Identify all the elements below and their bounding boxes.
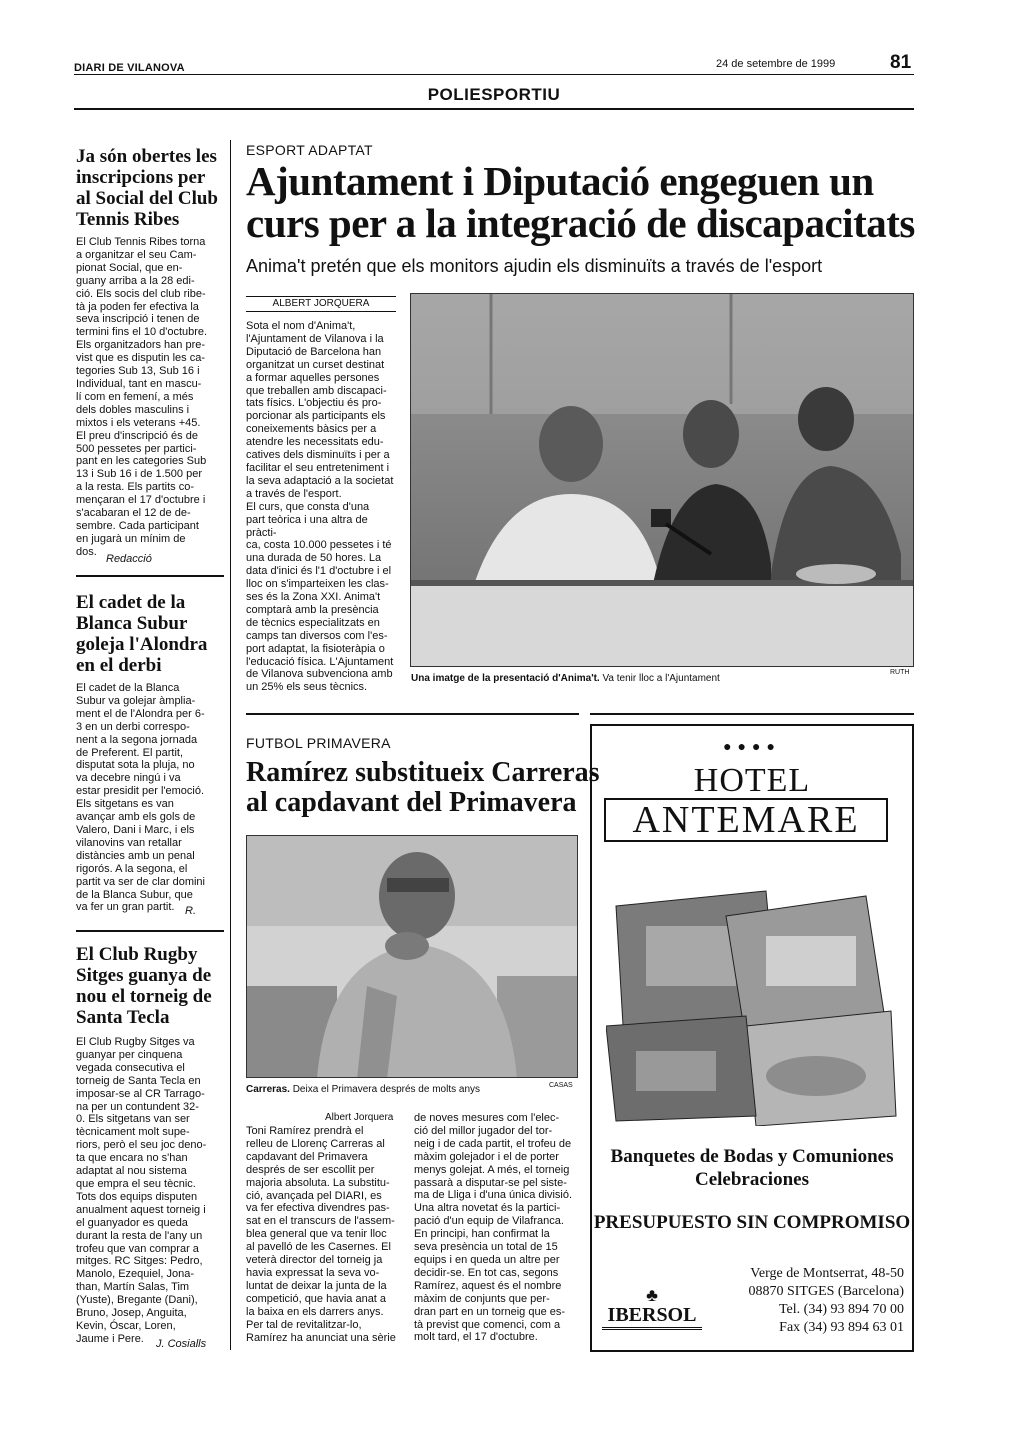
sidebar-body: El cadet de la Blanca Subur va golejar àmplia- ment el de l'Alondra per 6- 3 en un derbi correspo- nent a la segona jornada de Preferent. El partit, disputat sota la pluja, no va decebre ningú i va estar presidit per l'emoció. Els sitgetans es van avançar amb els gols de Valero, Dani i Marc, i els vilanovins van retallar distàncies amb un penal rigorós. A la segona, el partit va ser de clar domini de la Blanca Subur, que va fer un gran partit. [76,682,205,914]
main-headline-line1: Ajuntament i Diputació engeguen un [246,158,874,204]
sidebar-body: El Club Tennis Ribes torna a organitzar el seu Cam- pionat Social, que en- guany arriba a la 28 edi- ció. Els socis del club ribe- tà ja poden fer efectiva la seva inscripció i tenen de termini fins el 10 d'octubre. Els organitzadors han pre- vist que es disputin les ca- tegories Sub 13, Sub 16 i Individual, tant en mascu- lí com en femení, a més dels dobles masculins i mixtos i els veterans +45. El preu d'inscripció és de 500 pessetes per partici- pant en les categories Sub 13 i Sub 16 i de 1.500 per a la resta. Els partits co- mençaran el 17 d'octubre i s'acabaran el 12 de de- sembre. Cada participant en jugarà un mínim de dos. [76,236,208,558]
sidebar-body: El Club Rugby Sitges va guanyar per cinquena vegada consecutiva el torneig de Santa Tecla en imposar-se al CR Tarrago- na per un contundent 32- 0. Els sitgetans van ser tècnicament molt supe- riors, però el seu joc deno- ta que encara no s'han adaptat al nou sistema que empra el seu tècnic. Tots dos equips disputen anualment aquest torneig i el guanyador es queda durant la resta de l'any un trofeu que van comprar a mitges. RC Sitges: Pedro, Manolo, Ezequiel, Jona- than, Martín Salas, Tim (Yuste), Bregante (Dani), Bruno, Josep, Anguita, Kevin, Óscar, Loren, Jaume i Pere. [76,1036,207,1345]
second-body-col2: de noves mesures com l'elec- ció del millor jugador del tor- neig i de cada partit, el trofeu de màxim golejador i el de porter menys golejat. A més, el torneig passarà a disputar-se pel siste- ma de Lliga i d'una única divisió. Una altra novetat és la partici- pació d'un equip de Vilafranca. En principi, han confirmat la seva presència un total de 15 equips i en queda un altre per decidir-se. En tot cas, segons Ramírez, aquest és el nombre màxim de conjunts que per- dran part en un torneig que es- tà previst que comenci, com a molt tard, el 17 d'octubre. [414,1112,573,1344]
sidebar-headline: El cadet de la Blanca Subur goleja l'Alondra en el derbi [76,592,208,676]
carreras-photo [246,835,578,1078]
second-headline-line2: al capdavant del Primavera [246,787,577,818]
second-byline: Albert Jorquera [325,1112,394,1123]
ad-line2: Celebraciones [695,1169,809,1190]
second-kicker: FUTBOL PRIMAVERA [246,735,391,751]
section-rule [74,108,914,110]
hotel-ad [590,724,914,1352]
palm-icon: ♣ [646,1285,658,1305]
ad-stars: ●●●● [723,738,781,754]
publication-name: DIARI DE VILANOVA [74,62,185,74]
sidebar-headline: El Club Rugby Sitges guanya de nou el torneig de Santa Tecla [76,944,212,1028]
ad-address1: Verge de Montserrat, 48-50 [750,1266,904,1281]
main-subheadline: Anima't pretén que els monitors ajudin els disminuïts a través de l'esport [246,256,823,276]
ad-address2: 08870 SITGES (Barcelona) [748,1284,904,1299]
ad-line1: Banquetes de Bodas y Comuniones [610,1146,894,1167]
ad-tel: Tel. (34) 93 894 70 00 [778,1302,904,1317]
section-title: POLIESPORTIU [427,85,561,104]
sidebar-divider [230,140,231,1350]
main-photo-caption [411,673,720,684]
main-byline: ALBERT JORQUERA [272,298,370,309]
ibersol-logo [602,1286,702,1330]
header-rule [74,74,914,75]
press-conference-image [411,294,914,667]
second-photo-credit: CASAS [549,1082,573,1089]
ad-line3: PRESUPUESTO SIN COMPROMISO [593,1212,911,1233]
main-caption-text: Va tenir lloc a l'Ajuntament [599,673,720,684]
ibersol-brand: IBERSOL [602,1304,702,1330]
main-caption-bold: Una imatge de la presentació d'Anima't. [411,673,600,684]
byline-rule-bottom [246,311,396,312]
second-body-col1: Toni Ramírez prendrà el relleu de Llorenç Carreras al capdavant del Primavera després de ser escollit per majoria absoluta. La substitu- ció, avançada pel DIARI, es va fer efectiva divendres pas- sat en el transcurs de l'assem- blea general que va tenir lloc al pavelló de les Casernes. El veterà director del torneig ja havia expressat la seva vo- luntat de deixar la junta de la competició, que havia anat a la baixa en els darrers anys. Per tal de revitalitzar-lo, Ramírez ha anunciat una sèrie [246,1125,396,1344]
sidebar-separator [76,575,224,577]
second-caption-bold: Carreras. [246,1084,290,1095]
sidebar-headline: Ja són obertes les inscripcions per al Social del Club Tennis Ribes [76,146,218,230]
second-caption-text: Deixa el Primavera després de molts anys [289,1084,480,1095]
hotel-label: HOTEL [693,762,811,799]
main-body: Sota el nom d'Anima't, l'Ajuntament de Vilanova i la Diputació de Barcelona han organitzat un curset destinat a formar aquelles persones que treballen amb discapaci- tats físics. L'objectiu és pro- porcionar als participants els coneixements bàsics per a atendre les necessitats edu- catives dels disminuïts i per a facilitar el seu entreteniment i la seva adaptació a la societat a través de l'esport. El curs, que consta d'una part teòrica i una altra de pràcti- ca, costa 10.000 pessetes i té una durada de 50 hores. La data d'inici és l'1 d'octubre i el lloc on s'imparteixen les clas- ses és la Zona XXI. Anima't comptarà amb la presència de tècnics especialitzats en camps tan diversos com l'es- port adaptat, la fisioteràpia o l'educació física. L'Ajuntament de Vilanova subvenciona amb un 25% els seus tècnics. [246,320,394,694]
hotel-name: ANTEMARE [604,798,888,842]
sidebar-byline: R. [185,905,196,917]
main-photo-credit: RUTH [890,669,910,676]
second-headline-line1: Ramírez substitueix Carreras [246,757,600,788]
byline-rule-top [246,296,396,297]
second-photo-caption [246,1084,480,1095]
carreras-image [247,836,578,1078]
main-kicker: ESPORT ADAPTAT [246,142,373,158]
page-number: 81 [890,52,912,73]
hotel-brochure-photos [606,876,898,1126]
sidebar-separator [76,930,224,932]
press-conference-photo [410,293,914,667]
section-separator-right [590,713,914,715]
section-separator [246,713,579,715]
issue-date: 24 de setembre de 1999 [716,58,836,70]
sidebar-byline: Redacció [106,553,152,565]
main-headline-line2: curs per a la integració de discapacitats [246,200,915,246]
sidebar-byline: J. Cosialls [156,1338,207,1350]
ad-fax: Fax (34) 93 894 63 01 [779,1320,904,1335]
